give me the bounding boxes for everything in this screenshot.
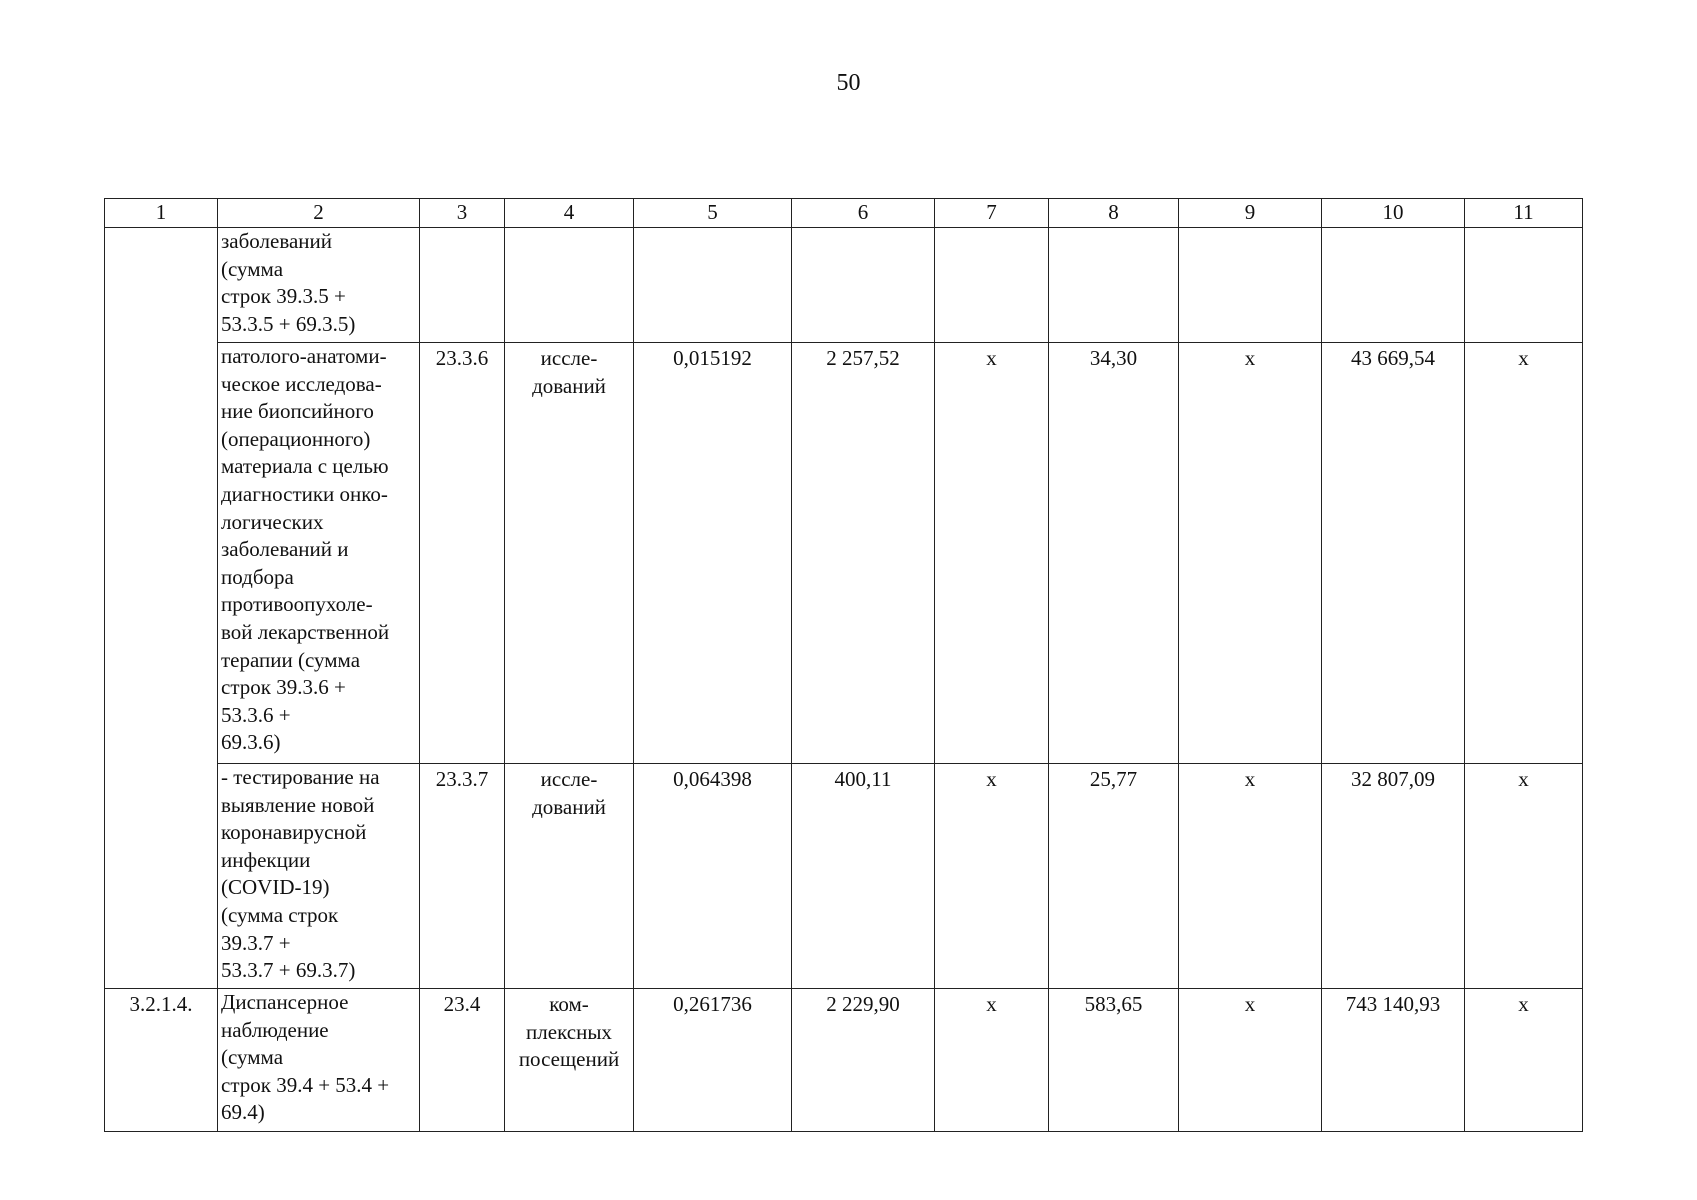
- table-row: [105, 989, 1583, 1132]
- cell-text-line: логических: [221, 509, 324, 534]
- value-cell: [1322, 228, 1465, 343]
- cell-text-line: подбора: [221, 564, 294, 589]
- unit-cell: [505, 989, 634, 1132]
- header-cell: 6: [792, 199, 935, 228]
- value-cell: [1049, 228, 1179, 343]
- value-cell: х: [935, 764, 1049, 989]
- table-header-row: [105, 199, 1583, 228]
- row-number-cell: [105, 343, 218, 764]
- data-table-container: [104, 198, 1582, 1132]
- cell-text-line: Диспансерное: [221, 990, 349, 1014]
- value-cell: 0,064398: [634, 764, 792, 989]
- cell-text-line: ческое исследова-: [221, 371, 382, 396]
- table-row: [105, 343, 1583, 764]
- cell-text-line: ком-: [549, 992, 589, 1016]
- header-cell: 4: [505, 199, 634, 228]
- value-cell: 743 140,93: [1322, 989, 1465, 1132]
- cell-text-line: 69.4): [221, 1100, 265, 1125]
- value-cell: 43 669,54: [1322, 343, 1465, 764]
- value-cell: 583,65: [1049, 989, 1179, 1132]
- name-cell: [218, 343, 420, 764]
- data-table: [104, 198, 1583, 1132]
- cell-text-line: посещений: [518, 1047, 620, 1072]
- header-cell: 3: [420, 199, 505, 228]
- name-cell: [218, 989, 420, 1132]
- value-cell: х: [1179, 764, 1322, 989]
- header-cell: 9: [1179, 199, 1322, 228]
- cell-text-line: наблюдение: [221, 1017, 329, 1042]
- value-cell: х: [1465, 764, 1583, 989]
- row-number-cell: 3.2.1.4.: [105, 989, 218, 1132]
- cell-text-line: (операционного): [221, 426, 371, 451]
- cell-text-line: строк 39.4 + 53.4 +: [221, 1072, 390, 1097]
- value-cell: х: [1179, 989, 1322, 1132]
- cell-text-line: (COVID-19): [221, 875, 330, 900]
- header-cell: 2: [218, 199, 420, 228]
- cell-text-line: заболеваний и: [221, 537, 349, 562]
- line-code-cell: 23.4: [420, 989, 505, 1132]
- cell-text-line: строк 39.3.5 +: [221, 284, 346, 309]
- cell-text-line: - тестирование на: [221, 765, 380, 789]
- cell-text-line: строк 39.3.6 +: [221, 675, 346, 700]
- cell-text-line: терапии (сумма: [221, 647, 361, 672]
- header-cell: 10: [1322, 199, 1465, 228]
- cell-text-line: вой лекарственной: [221, 619, 390, 644]
- line-code-cell: 23.3.6: [420, 343, 505, 764]
- cell-text-line: патолого-анатоми-: [221, 344, 387, 368]
- row-number-cell: [105, 228, 218, 343]
- table-row: [105, 764, 1583, 989]
- cell-text-line: иссле-: [540, 346, 598, 370]
- value-cell: х: [1179, 343, 1322, 764]
- cell-text-line: ние биопсийного: [221, 399, 374, 424]
- value-cell: х: [1465, 343, 1583, 764]
- cell-text-line: (сумма: [221, 1045, 284, 1070]
- value-cell: 2 257,52: [792, 343, 935, 764]
- header-cell: 1: [105, 199, 218, 228]
- header-cell: 8: [1049, 199, 1179, 228]
- value-cell: [792, 228, 935, 343]
- cell-text-line: диагностики онко-: [221, 481, 388, 506]
- unit-cell: [505, 343, 634, 764]
- cell-text-line: заболеваний: [221, 229, 332, 253]
- cell-text-line: (сумма: [221, 256, 284, 281]
- cell-text-line: дований: [532, 794, 606, 819]
- cell-text-line: 53.3.7 + 69.3.7): [221, 958, 356, 983]
- value-cell: 2 229,90: [792, 989, 935, 1132]
- cell-text-line: выявление новой: [221, 792, 375, 817]
- value-cell: х: [1465, 989, 1583, 1132]
- cell-text-line: противоопухоле-: [221, 592, 373, 617]
- name-cell: [218, 764, 420, 989]
- name-cell: [218, 228, 420, 343]
- cell-text-line: 39.3.7 +: [221, 930, 291, 955]
- header-cell: 11: [1465, 199, 1583, 228]
- page-number: 50: [836, 70, 861, 96]
- value-cell: х: [935, 343, 1049, 764]
- value-cell: 0,261736: [634, 989, 792, 1132]
- header-cell: 7: [935, 199, 1049, 228]
- value-cell: 0,015192: [634, 343, 792, 764]
- value-cell: 400,11: [792, 764, 935, 989]
- line-code-cell: 23.3.7: [420, 764, 505, 989]
- line-code-cell: [420, 228, 505, 343]
- cell-text-line: 53.3.5 + 69.3.5): [221, 311, 356, 336]
- value-cell: [1179, 228, 1322, 343]
- value-cell: [634, 228, 792, 343]
- cell-text-line: иссле-: [540, 767, 598, 791]
- header-cell: 5: [634, 199, 792, 228]
- cell-text-line: материала с целью: [221, 454, 389, 479]
- row-number-cell: [105, 764, 218, 989]
- cell-text-line: 53.3.6 +: [221, 702, 291, 727]
- unit-cell: [505, 764, 634, 989]
- value-cell: 34,30: [1049, 343, 1179, 764]
- value-cell: 32 807,09: [1322, 764, 1465, 989]
- value-cell: х: [935, 989, 1049, 1132]
- cell-text-line: (сумма строк: [221, 902, 339, 927]
- value-cell: [935, 228, 1049, 343]
- value-cell: 25,77: [1049, 764, 1179, 989]
- cell-text-line: коронавирусной: [221, 820, 367, 845]
- cell-text-line: инфекции: [221, 847, 311, 872]
- cell-text-line: дований: [532, 373, 606, 398]
- value-cell: [1465, 228, 1583, 343]
- table-row: [105, 228, 1583, 343]
- cell-text-line: 69.3.6): [221, 730, 281, 755]
- unit-cell: [505, 228, 634, 343]
- cell-text-line: плексных: [526, 1019, 612, 1044]
